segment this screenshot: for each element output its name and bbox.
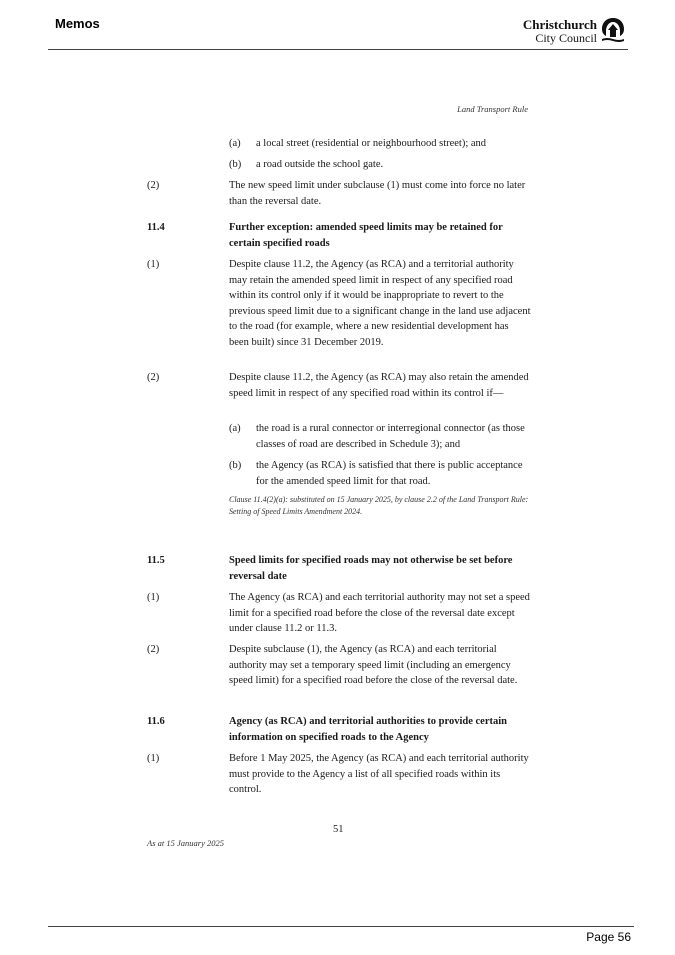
subclause-number: (1) — [147, 259, 160, 270]
section-title: Further exception: amended speed limits may be retained for certain specified roads — [229, 222, 503, 249]
section-number: 11.6 — [147, 716, 165, 727]
subclause-number: (2) — [147, 180, 160, 191]
section-number: 11.5 — [147, 555, 165, 566]
page-label: Page 56 — [586, 930, 631, 944]
subclause-text: The new speed limit under subclause (1) must come into force no later than the reversal date. — [229, 180, 526, 207]
section-title: Agency (as RCA) and territorial authorities to provide certain information on specified roads to the Agency — [229, 716, 508, 743]
subclause-number: (1) — [147, 592, 160, 603]
logo-line-2: City Council — [535, 31, 597, 45]
running-head: Land Transport Rule — [457, 104, 528, 114]
as-at-date: As at 15 January 2025 — [147, 838, 224, 848]
item-label: (a) — [229, 138, 241, 149]
item-label: (a) — [229, 423, 241, 434]
footer-divider — [48, 926, 634, 927]
section-number: 11.4 — [147, 222, 165, 233]
item-label: (b) — [229, 460, 242, 471]
section-title: Speed limits for specified roads may not otherwise be set before reversal date — [229, 555, 513, 582]
subclause-number: (2) — [147, 644, 160, 655]
item-text: a road outside the school gate. — [256, 159, 384, 170]
subclause-number: (2) — [147, 372, 160, 383]
subclause-number: (1) — [147, 753, 160, 764]
amendment-note: Clause 11.4(2)(a): substituted on 15 January 2025, by clause 2.2 of the Land Transport Rule: Setting of Speed Limits Amendment 2024. — [229, 495, 529, 516]
item-text: a local street (residential or neighbourhood street); and — [256, 138, 487, 149]
document-page-number: 51 — [333, 824, 344, 835]
subclause-text: Despite clause 11.2, the Agency (as RCA) may also retain the amended speed limit in respect of any specified road within its control if— — [229, 372, 529, 399]
item-label: (b) — [229, 159, 242, 170]
subclause-text: Despite clause 11.2, the Agency (as RCA) and a territorial authority may retain the amended speed limit in respect of any specified road within its control only if it would be inappropriate to revert to the previous speed limit due to a significant change in the land use adjacent to the road (for example, where a new residential development has been built) since 31 December 2019. — [229, 259, 531, 348]
item-text: the Agency (as RCA) is satisfied that there is public acceptance for the amended speed limit for that road. — [256, 460, 523, 487]
subclause-text: The Agency (as RCA) and each territorial authority may not set a speed limit for a specified road before the close of the reversal date except under clause 11.2 or 11.3. — [229, 592, 530, 634]
subclause-text: Before 1 May 2025, the Agency (as RCA) and each territorial authority must provide to the Agency a list of all specified roads within its control. — [229, 753, 529, 795]
header-title: Memos — [55, 16, 100, 31]
logo-line-1: Christchurch — [522, 17, 597, 32]
item-text: the road is a rural connector or interregional connector (as those classes of road are described in Schedule 3); and — [256, 423, 525, 450]
subclause-text: Despite subclause (1), the Agency (as RCA) and each territorial authority may set a temporary speed limit (including an emergency speed limit) for a specified road before the close of the reversal date. — [229, 644, 518, 686]
